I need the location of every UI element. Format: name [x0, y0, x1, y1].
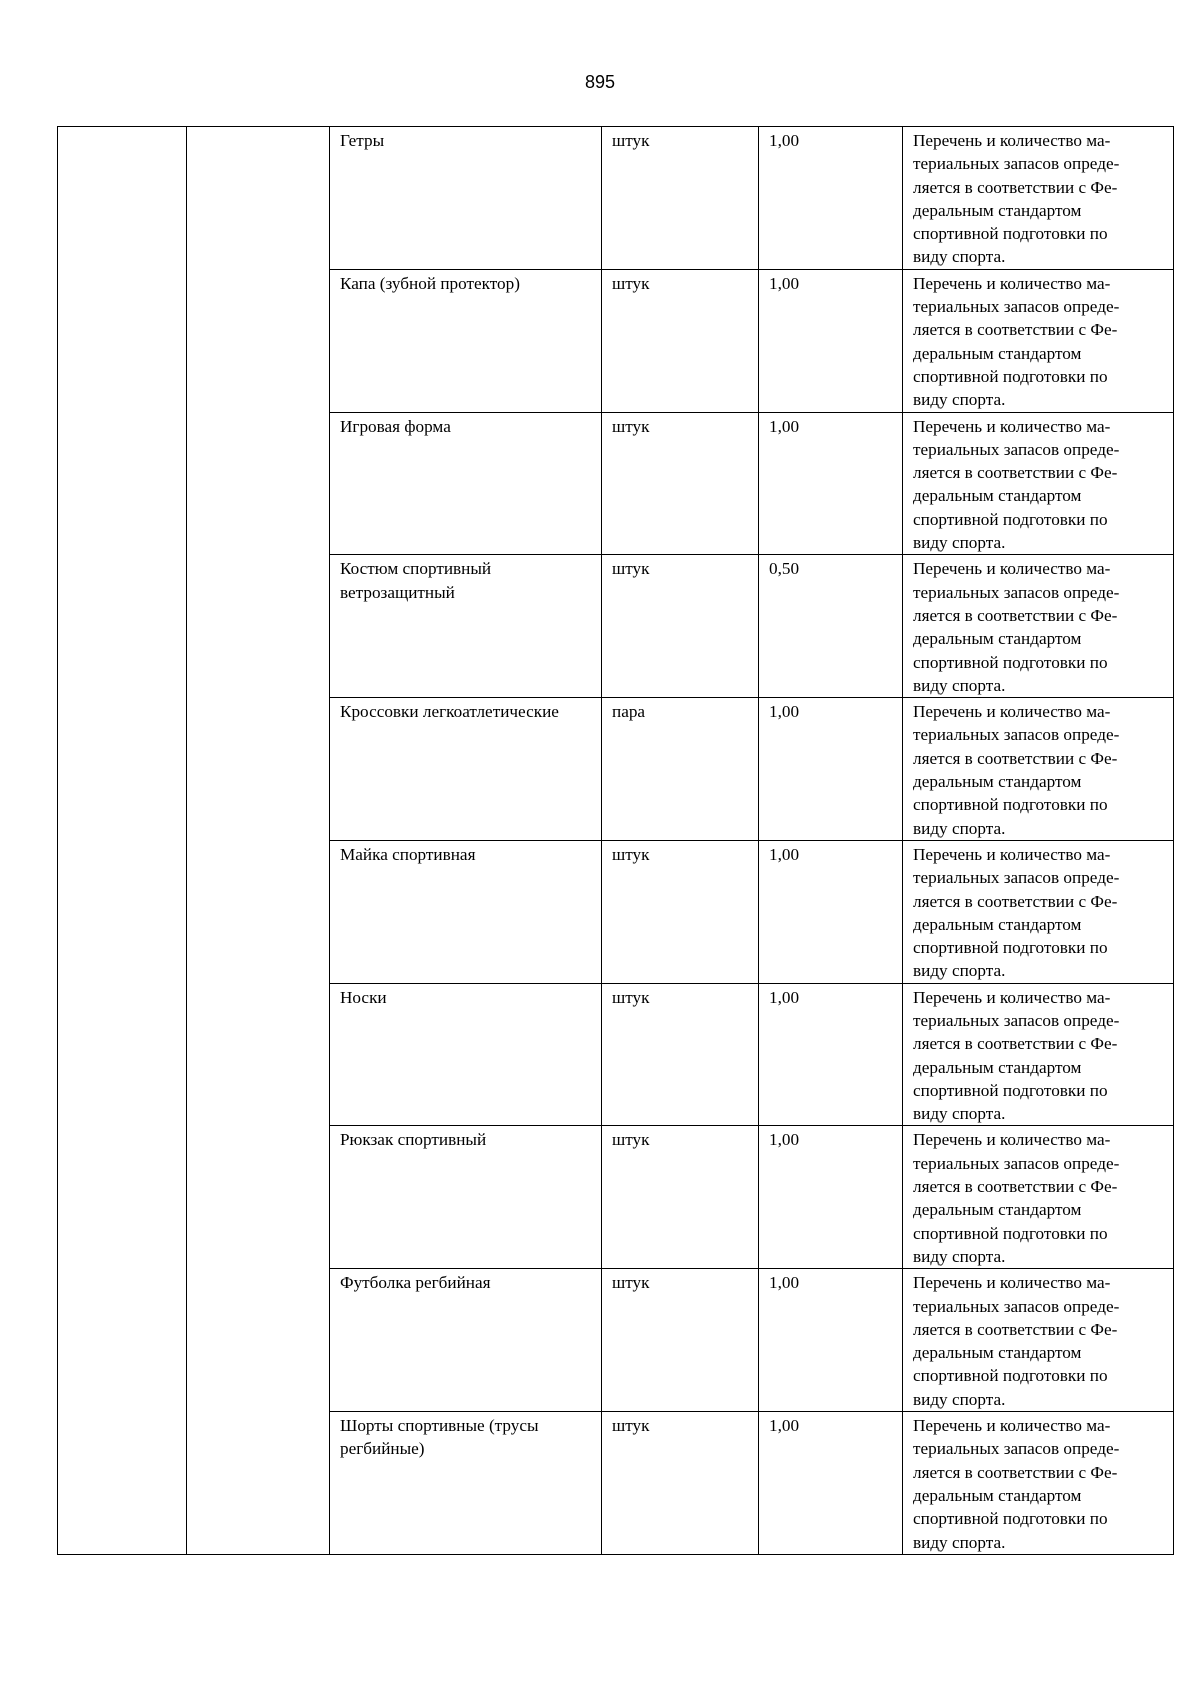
quantity-cell: 1,00 [759, 1269, 903, 1412]
unit-cell: штук [602, 1412, 759, 1555]
unit-cell: пара [602, 698, 759, 841]
merged-cell-col2 [187, 127, 330, 1555]
unit-cell: штук [602, 1269, 759, 1412]
item-name-cell: Кроссовки легкоатлетические [330, 698, 602, 841]
item-name-cell: Рюкзак спортивный [330, 1126, 602, 1269]
note-cell: Перечень и количество ма- териальных запасов опреде- ляется в соответствии с Фе- деральным стандартом спортивной подготовки по виду спорта. [903, 269, 1174, 412]
table-row [58, 127, 1174, 270]
note-cell: Перечень и количество ма- териальных запасов опреде- ляется в соответствии с Фе- деральным стандартом спортивной подготовки по виду спорта. [903, 983, 1174, 1126]
note-cell: Перечень и количество ма- териальных запасов опреде- ляется в соответствии с Фе- деральным стандартом спортивной подготовки по виду спорта. [903, 1126, 1174, 1269]
unit-cell: штук [602, 1126, 759, 1269]
note-cell: Перечень и количество ма- териальных запасов опреде- ляется в соответствии с Фе- деральным стандартом спортивной подготовки по виду спорта. [903, 127, 1174, 270]
item-name-cell: Гетры [330, 127, 602, 270]
quantity-cell: 0,50 [759, 555, 903, 698]
quantity-cell: 1,00 [759, 1126, 903, 1269]
note-cell: Перечень и количество ма- териальных запасов опреде- ляется в соответствии с Фе- деральным стандартом спортивной подготовки по виду спорта. [903, 1269, 1174, 1412]
quantity-cell: 1,00 [759, 698, 903, 841]
note-cell: Перечень и количество ма- териальных запасов опреде- ляется в соответствии с Фе- деральным стандартом спортивной подготовки по виду спорта. [903, 1412, 1174, 1555]
page-number: 895 [584, 72, 616, 92]
item-name-cell: Шорты спортивные (трусы регбийные) [330, 1412, 602, 1555]
item-name-cell: Костюм спортивный ветрозащитный [330, 555, 602, 698]
quantity-cell: 1,00 [759, 840, 903, 983]
item-name-cell: Носки [330, 983, 602, 1126]
quantity-cell: 1,00 [759, 269, 903, 412]
note-cell: Перечень и количество ма- териальных запасов опреде- ляется в соответствии с Фе- деральным стандартом спортивной подготовки по виду спорта. [903, 840, 1174, 983]
note-cell: Перечень и количество ма- териальных запасов опреде- ляется в соответствии с Фе- деральным стандартом спортивной подготовки по виду спорта. [903, 555, 1174, 698]
unit-cell: штук [602, 412, 759, 555]
unit-cell: штук [602, 127, 759, 270]
unit-cell: штук [602, 840, 759, 983]
unit-cell: штук [602, 555, 759, 698]
quantity-cell: 1,00 [759, 127, 903, 270]
item-name-cell: Футболка регбийная [330, 1269, 602, 1412]
note-cell: Перечень и количество ма- териальных запасов опреде- ляется в соответствии с Фе- деральным стандартом спортивной подготовки по виду спорта. [903, 698, 1174, 841]
item-name-cell: Капа (зубной протектор) [330, 269, 602, 412]
merged-cell-col1 [58, 127, 187, 1555]
unit-cell: штук [602, 269, 759, 412]
item-name-cell: Игровая форма [330, 412, 602, 555]
equipment-table [57, 126, 1174, 1555]
quantity-cell: 1,00 [759, 1412, 903, 1555]
note-cell: Перечень и количество ма- териальных запасов опреде- ляется в соответствии с Фе- деральным стандартом спортивной подготовки по виду спорта. [903, 412, 1174, 555]
table-body [58, 127, 1174, 1555]
item-name-cell: Майка спортивная [330, 840, 602, 983]
unit-cell: штук [602, 983, 759, 1126]
quantity-cell: 1,00 [759, 983, 903, 1126]
quantity-cell: 1,00 [759, 412, 903, 555]
